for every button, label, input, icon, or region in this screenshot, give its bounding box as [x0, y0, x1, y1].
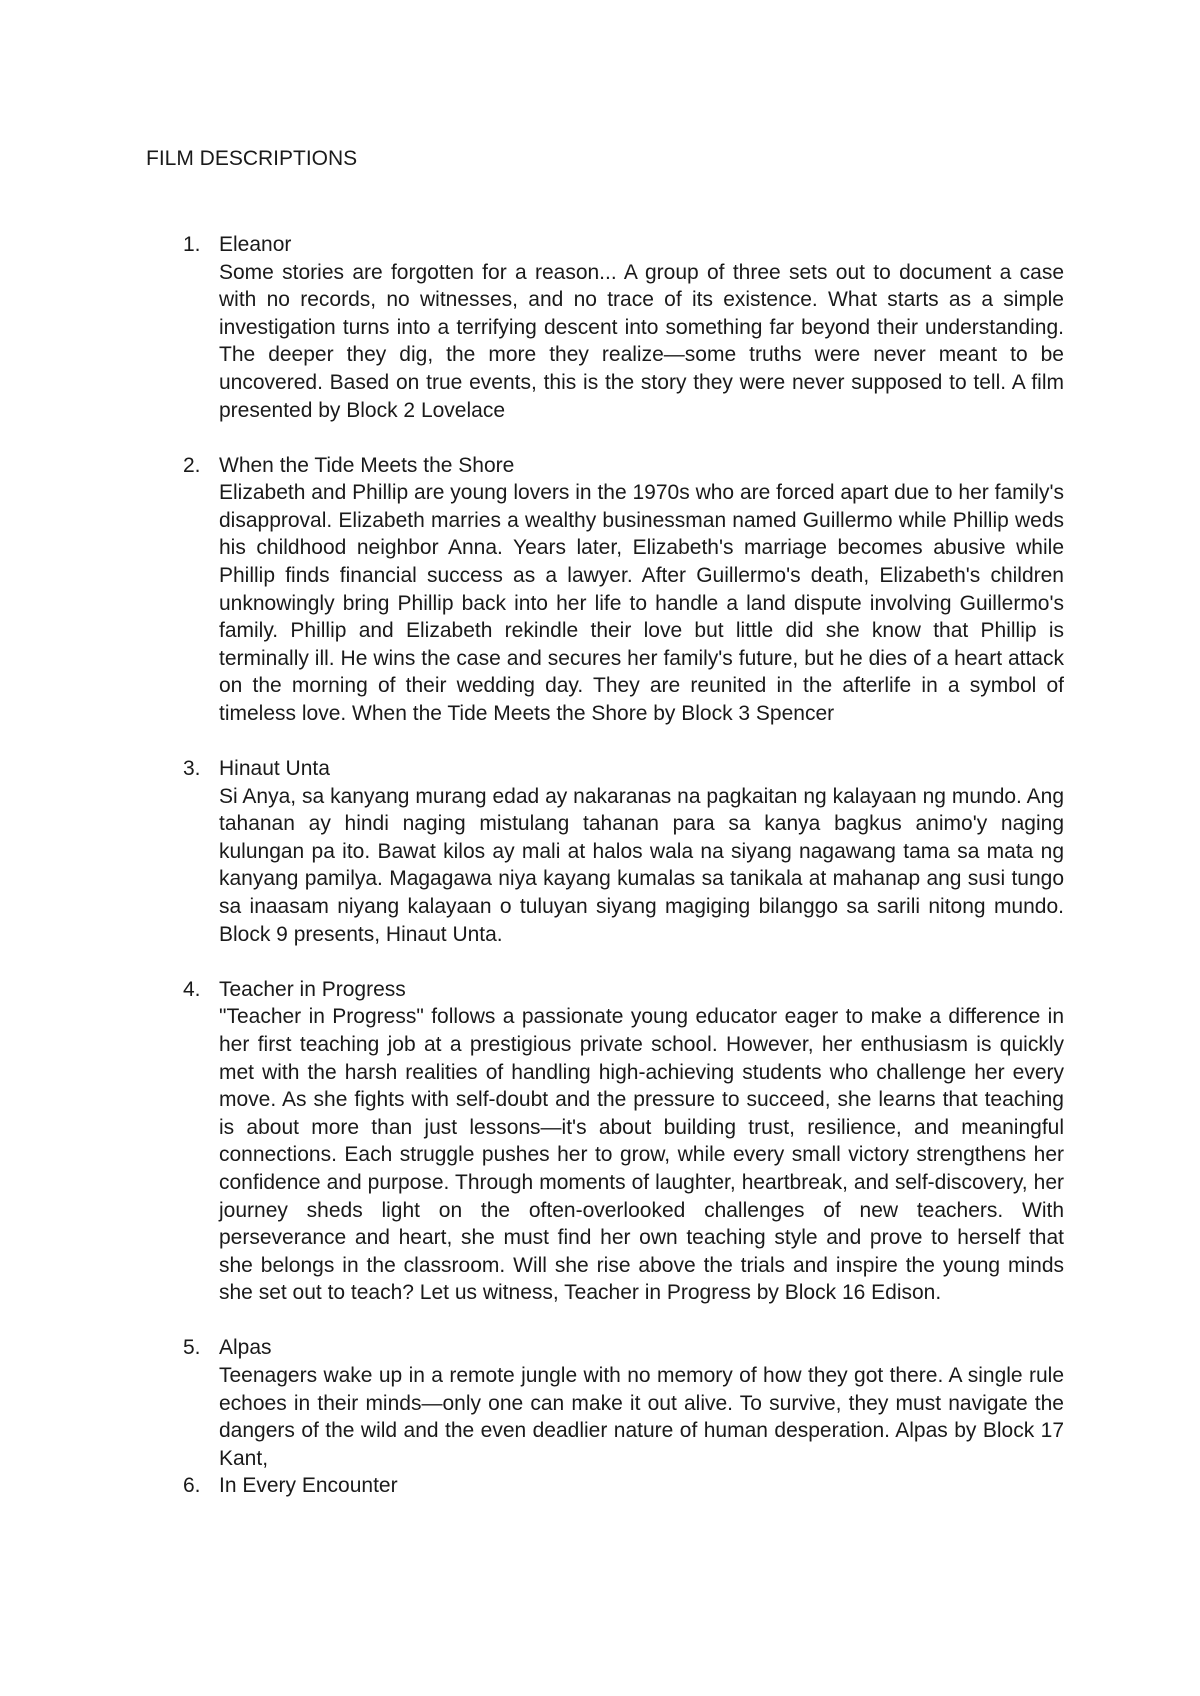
film-item-when-the-tide-meets-the-shore [0, 452, 1064, 728]
film-title: Teacher in Progress [219, 977, 406, 1001]
film-number: 4. [183, 977, 201, 1001]
film-description: "Teacher in Progress" follows a passionate young educator eager to make a difference in her first teaching job at a prestigious private school. However, her enthusiasm is quickly met with the harsh realities of handling high-achieving students who challenge her every move. As she fights with self-doubt and the pressure to succeed, she learns that teaching is about more than just lessons—it's about building trust, resilience, and meaningful connections. Each struggle pushes her to grow, while every small victory strengthens her confidence and purpose. Through moments of laughter, heartbreak, and self-discovery, her journey sheds light on the often-overlooked challenges of new teachers. With perseverance and heart, she must find her own teaching style and prove to herself that she belongs in the classroom. Will she rise above the trials and inspire the young minds she set out to teach? Let us witness, Teacher in Progress by Block 16 Edison. [219, 1005, 1064, 1305]
film-title: Eleanor [219, 233, 292, 256]
film-title: Alpas [219, 1336, 272, 1360]
film-description: Si Anya, sa kanyang murang edad ay nakaranas na pagkaitan ng kalayaan ng mundo. Ang tahanan ay hindi naging mistulang tahanan para sa kanya bagkus animo'y naging kulungan pa ito. Bawat kilos ay mali at halos wala na siyang nagawang tama sa mata ng kanyang pamilya. Magagawa niya kayang kumalas sa tanikala at mahanap ang susi tungo sa inaasam niyang kalayaan o tuluyan siyang magiging bilanggo sa sarili nitong mundo. Block 9 presents, Hinaut Unta. [219, 784, 1064, 946]
film-number: 5. [183, 1336, 201, 1360]
film-item-hinaut-unta [0, 755, 1064, 948]
film-number: 1. [183, 233, 201, 256]
film-number: 3. [183, 757, 201, 781]
film-title: Hinaut Unta [219, 757, 330, 781]
film-item-eleanor [0, 231, 1064, 424]
film-description: Teenagers wake up in a remote jungle with no memory of how they got there. A single rule echoes in their minds—only one can make it out alive. To survive, they must navigate the dangers of the wild and the even deadlier nature of human desperation. Alpas by Block 17 Kant, [219, 1363, 1064, 1470]
film-item-alpas [0, 1334, 1064, 1472]
film-title: When the Tide Meets the Shore [219, 453, 515, 477]
film-description: Elizabeth and Phillip are young lovers in the 1970s who are forced apart due to her family's disapproval. Elizabeth marries a wealthy businessman named Guillermo while Phillip weds his childhood neighbor Anna. Years later, Elizabeth's marriage becomes abusive while Phillip finds financial success as a lawyer. After Guillermo's death, Elizabeth's children unknowingly bring Phillip back into her life to handle a land dispute involving Guillermo's family. Phillip and Elizabeth rekindle their love but little did she know that Phillip is terminally ill. He wins the case and secures her family's future, but he dies of a heart attack on the morning of their wedding day. They are reunited in the afterlife in a symbol of timeless love. When the Tide Meets the Shore by Block 3 Spencer [219, 481, 1064, 725]
film-item-teacher-in-progress [0, 976, 1064, 1307]
document-title: FILM DESCRIPTIONS [146, 147, 358, 170]
film-number: 6. [183, 1474, 201, 1498]
film-title: In Every Encounter [219, 1474, 398, 1498]
film-description: Some stories are forgotten for a reason... A group of three sets out to document a case with no records, no witnesses, and no trace of its existence. What starts as a simple investigation turns into a terrifying descent into something far beyond their understanding. The deeper they dig, the more they realize—some truths were never meant to be uncovered. Based on true events, this is the story they were never supposed to tell. A film presented by Block 2 Lovelace [219, 260, 1064, 422]
film-item-in-every-encounter [0, 1472, 1064, 1500]
film-number: 2. [183, 453, 201, 477]
film-list [0, 231, 1200, 1500]
